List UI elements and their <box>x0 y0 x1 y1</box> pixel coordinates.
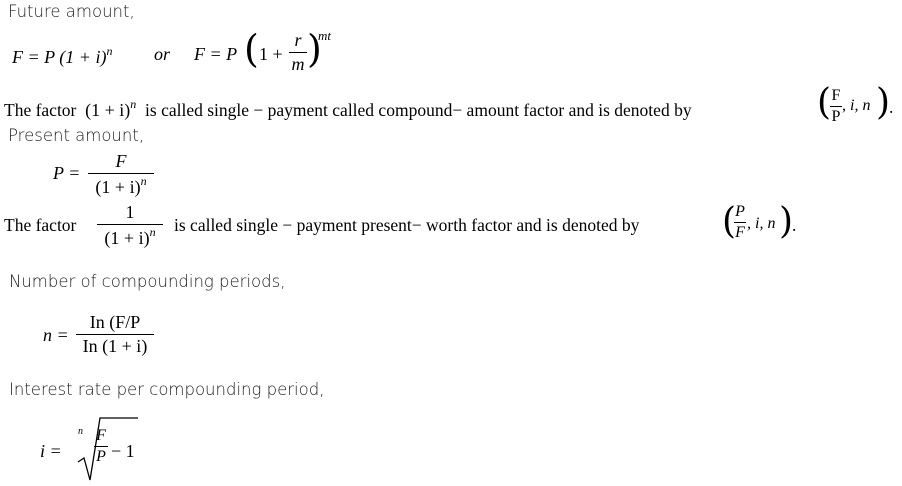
notation-left-paren: ( <box>817 82 832 123</box>
present-amount-fraction: F $(1 + i)^n$ <box>88 151 154 197</box>
notation-right-paren: ) <box>876 82 891 123</box>
interest-rate-heading: Interest rate per compounding period, <box>9 380 325 399</box>
present-worth-factor-label: The factor <box>4 215 77 235</box>
exponent-mt: mt <box>318 28 331 43</box>
present-amount-heading: Present amount, <box>8 126 145 145</box>
pw-notation-left-paren: ( <box>722 201 737 242</box>
p-over-f-notation: P F <box>735 203 745 242</box>
root-index: n <box>78 426 83 437</box>
future-amount-nominal-formula: F = P <box>194 44 238 64</box>
period: . <box>889 97 894 117</box>
right-paren: ) <box>307 27 322 71</box>
compound-amount-factor-sentence: The factor $(1 + i)^n$ is called single − payment called compound− amount factor and is denoted by <box>4 97 692 120</box>
period: . <box>792 215 797 235</box>
future-amount-formula: F = P $(1 + i)^n$ <box>12 44 113 67</box>
present-worth-factor-fraction: 1 $(1 + i)^n$ <box>97 202 163 248</box>
one-plus: 1 + <box>259 44 283 64</box>
future-amount-heading: Future amount, <box>8 2 135 21</box>
periods-fraction: In (F/P In (1 + i) <box>76 312 154 356</box>
minus-one: − 1 <box>111 441 135 461</box>
pw-notation-rest: , i, n <box>747 215 776 232</box>
periods-lhs: n = <box>43 325 69 345</box>
pw-notation-right-paren: ) <box>779 201 794 242</box>
f-over-p-under-root: F P <box>94 427 108 467</box>
rate-lhs: i = <box>40 441 62 461</box>
compounding-periods-heading: Number of compounding periods, <box>9 272 286 291</box>
or-word: or <box>154 44 171 64</box>
r-over-m-fraction: r m <box>289 30 307 74</box>
present-amount-lhs: P = <box>53 163 81 183</box>
left-paren: ( <box>244 27 259 71</box>
notation-rest: , i, n <box>842 97 871 114</box>
f-over-p-notation: F P <box>831 87 841 126</box>
present-worth-factor-sentence: is called single − payment present− worth factor and is denoted by <box>174 215 640 235</box>
